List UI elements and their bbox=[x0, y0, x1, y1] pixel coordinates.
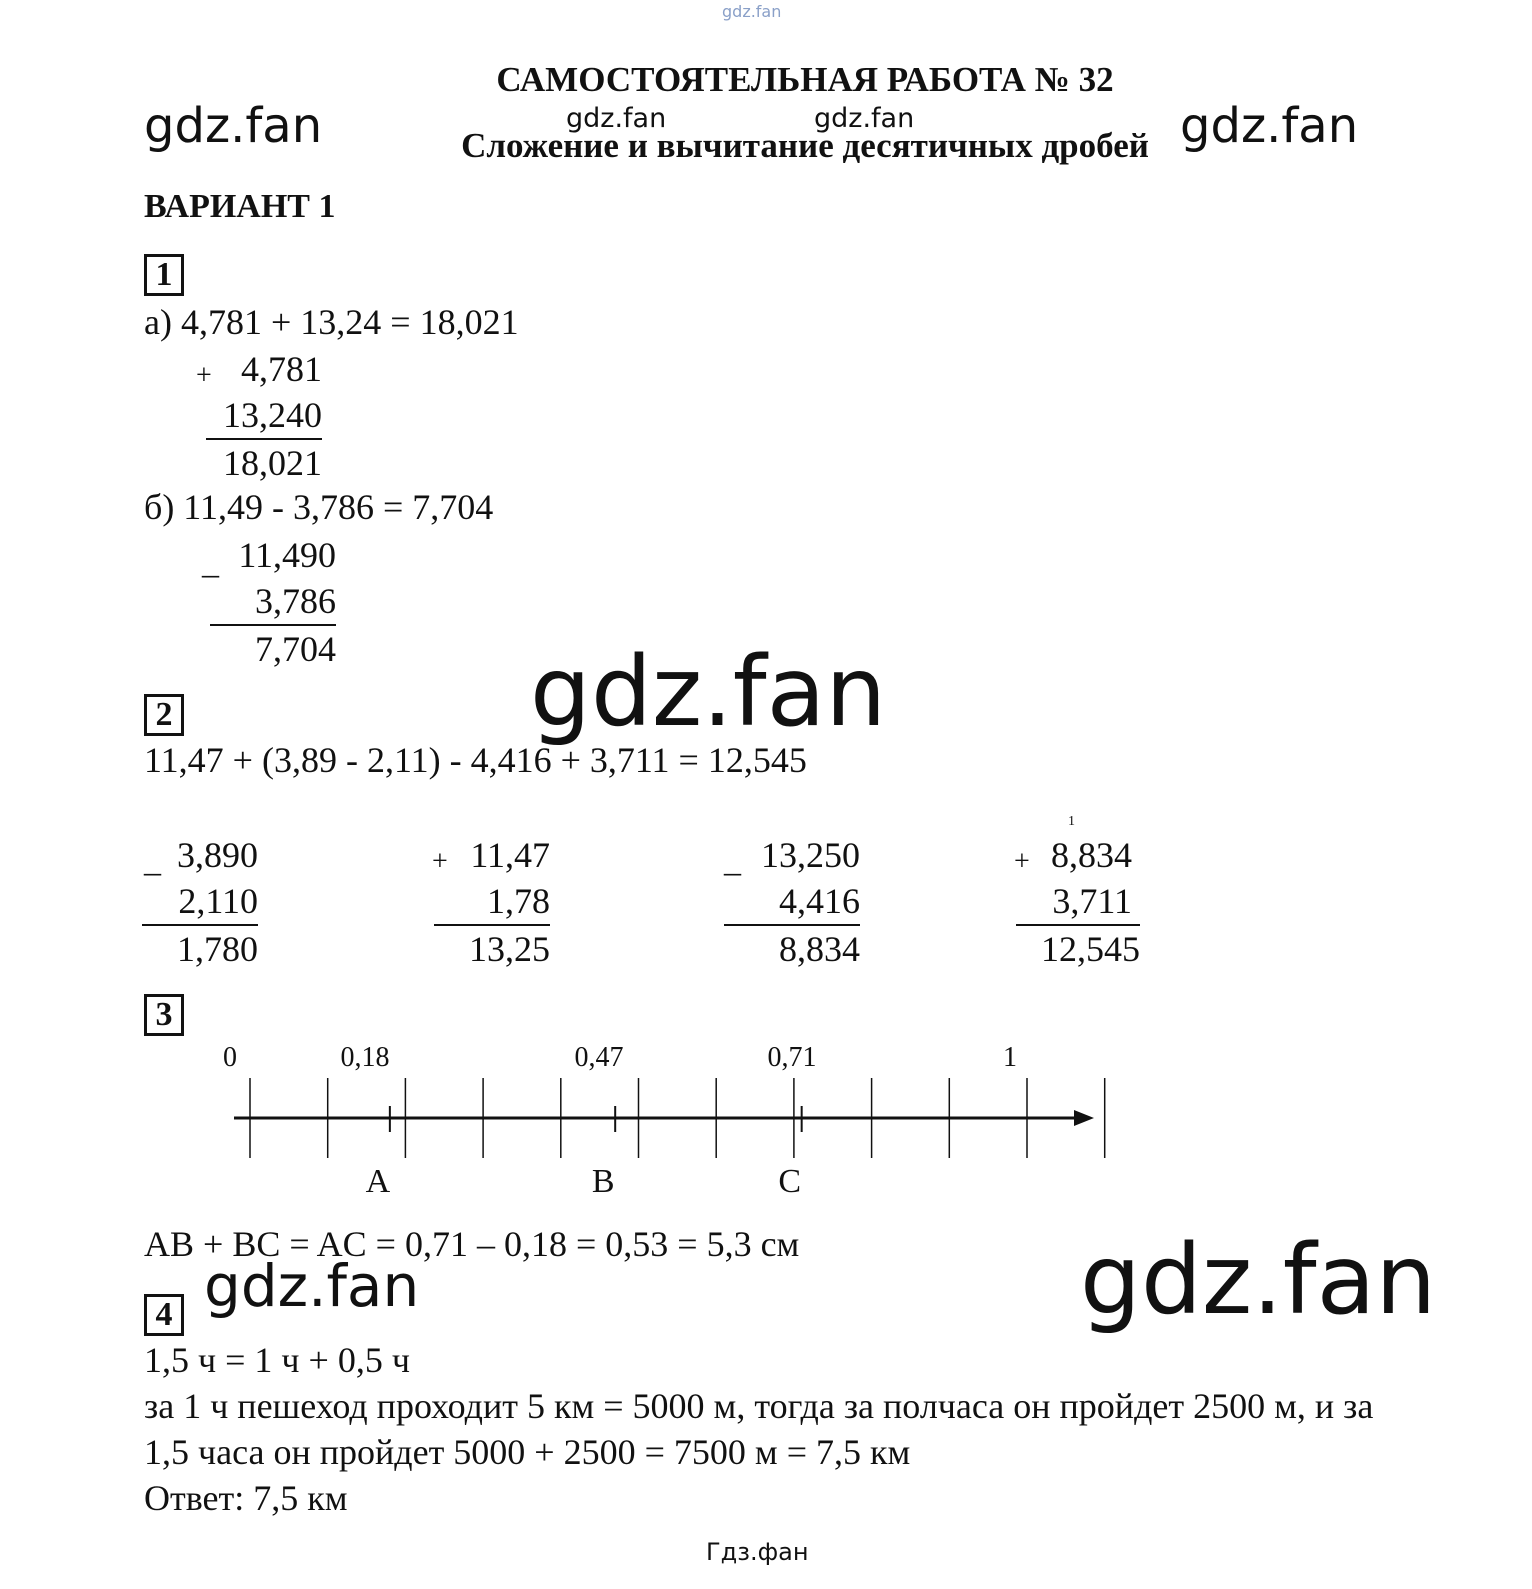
watermark-header-mid1: gdz.fan bbox=[566, 103, 667, 134]
tick-label: 0 bbox=[223, 1042, 237, 1073]
tick-labels bbox=[223, 1042, 1017, 1073]
page-subtitle: Сложение и вычитание десятичных дробей bbox=[461, 126, 1149, 165]
tick-label: 1 bbox=[1003, 1042, 1017, 1073]
point-labels bbox=[366, 1163, 801, 1200]
task3-answer: AB + BC = AC = 0,71 – 0,18 = 0,53 = 5,3 см bbox=[144, 1224, 800, 1264]
operand-top: 11,490 bbox=[238, 535, 336, 575]
task-number-2: 2 bbox=[144, 694, 184, 736]
operand-bottom: 3,711 bbox=[1016, 878, 1140, 926]
task1-a-sign: + bbox=[196, 360, 212, 391]
point-label-a: A bbox=[365, 1163, 391, 1200]
task2-line: 11,47 + (3,89 - 2,11) - 4,416 + 3,711 = 12,545 bbox=[144, 740, 807, 780]
task-number-3: 3 bbox=[144, 994, 184, 1036]
watermark-top: gdz.fan bbox=[722, 2, 782, 21]
task-number-1: 1 bbox=[144, 254, 184, 296]
task2-col2-sign: + bbox=[432, 846, 448, 877]
column-result: 18,021 bbox=[223, 443, 322, 483]
task2-column-4 bbox=[1016, 832, 1140, 972]
carry-mark: 1 bbox=[1068, 814, 1075, 829]
point-label-c: C bbox=[778, 1163, 802, 1200]
operand-top: 13,250 bbox=[761, 835, 860, 875]
task1-b-line: б) 11,49 - 3,786 = 7,704 bbox=[144, 487, 494, 527]
task2-column-2 bbox=[434, 832, 550, 972]
column-result: 13,25 bbox=[469, 929, 550, 969]
task2-column-1 bbox=[142, 832, 258, 972]
footer-watermark: Гдз.фан bbox=[706, 1538, 809, 1566]
operand-bottom: 13,240 bbox=[206, 392, 322, 440]
watermark-bottom-right-large: gdz.fan bbox=[1080, 1224, 1437, 1336]
number-line-arrow bbox=[1074, 1110, 1094, 1126]
watermark-header-mid2: gdz.fan bbox=[814, 103, 915, 134]
task2-col4-sign: + bbox=[1014, 846, 1030, 877]
task4-answer: Ответ: 7,5 км bbox=[144, 1478, 348, 1518]
operand-bottom: 1,78 bbox=[434, 878, 550, 926]
column-result: 1,780 bbox=[177, 929, 258, 969]
tick-label: 0,71 bbox=[767, 1042, 817, 1073]
operand-bottom: 4,416 bbox=[724, 878, 860, 926]
operand-top: 4,781 bbox=[241, 349, 322, 389]
task2-col1-sign: _ bbox=[144, 842, 161, 879]
task4-line1: 1,5 ч = 1 ч + 0,5 ч bbox=[144, 1340, 410, 1380]
point-label-b: B bbox=[591, 1163, 615, 1200]
tick-label: 0,47 bbox=[574, 1042, 624, 1073]
task1-b-column bbox=[210, 532, 336, 672]
task4-line3: 1,5 часа он пройдет 5000 + 2500 = 7500 м = 7,5 км bbox=[144, 1432, 911, 1472]
task2-col3-sign: _ bbox=[724, 842, 741, 879]
operand-top: 8,834 bbox=[1051, 835, 1132, 875]
column-result: 8,834 bbox=[779, 929, 860, 969]
operand-top: 11,47 bbox=[470, 835, 550, 875]
watermark-center-large: gdz.fan bbox=[530, 636, 887, 748]
task2-column-3 bbox=[724, 832, 860, 972]
operand-bottom: 3,786 bbox=[210, 578, 336, 626]
column-result: 12,545 bbox=[1041, 929, 1140, 969]
page-title: САМОСТОЯТЕЛЬНАЯ РАБОТА № 32 bbox=[496, 60, 1114, 99]
column-result: 7,704 bbox=[255, 629, 336, 669]
variant-heading: ВАРИАНТ 1 bbox=[144, 188, 336, 225]
tick-label: 0,18 bbox=[340, 1042, 390, 1073]
task1-a-column bbox=[206, 346, 322, 486]
operand-top: 3,890 bbox=[177, 835, 258, 875]
watermark-bottom-left: gdz.fan bbox=[204, 1252, 420, 1320]
task4-line2: за 1 ч пешеход проходит 5 км = 5000 м, тогда за полчаса он пройдет 2500 м, и за bbox=[144, 1386, 1374, 1426]
watermark-left-header: gdz.fan bbox=[144, 98, 323, 154]
task-number-4: 4 bbox=[144, 1294, 184, 1336]
watermark-right-header: gdz.fan bbox=[1180, 98, 1359, 154]
operand-bottom: 2,110 bbox=[142, 878, 258, 926]
task1-b-sign: _ bbox=[202, 544, 219, 581]
task1-a-line: а) 4,781 + 13,24 = 18,021 bbox=[144, 302, 519, 342]
